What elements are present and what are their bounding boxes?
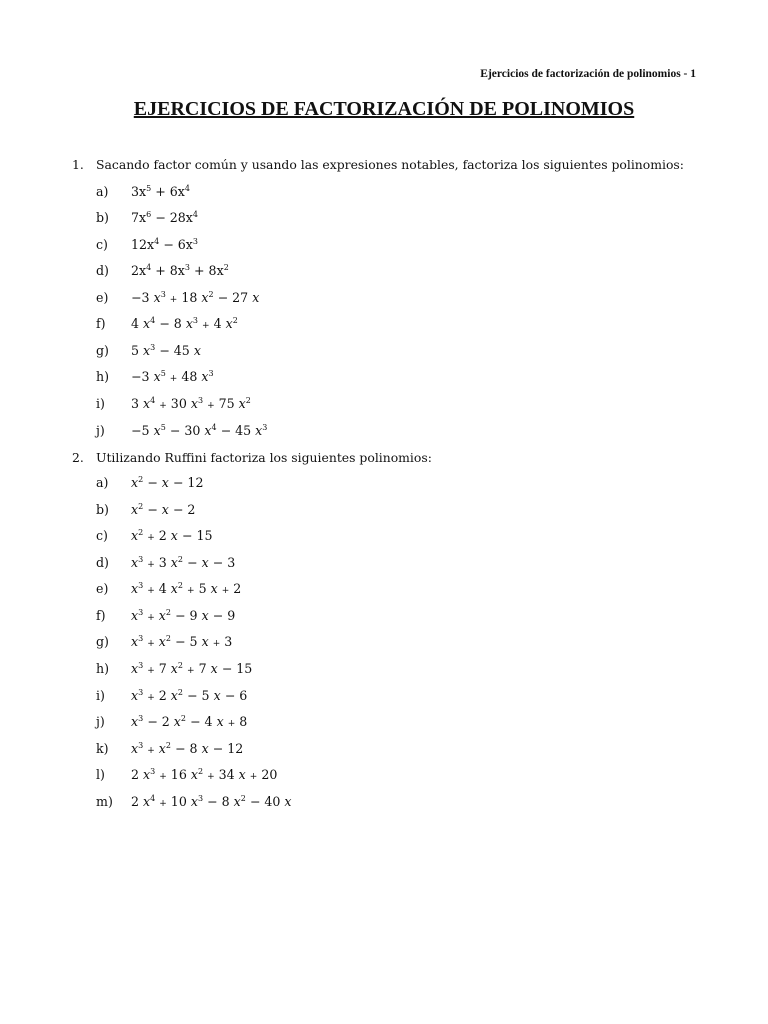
exercise-label: a) bbox=[96, 184, 109, 199]
polynomial: 2 $x^4 + 10$ $x^3 - 8$ $x^2 - 40$ x bbox=[131, 793, 292, 809]
exercise-label: i) bbox=[96, 688, 105, 703]
exercise-label: i) bbox=[96, 396, 105, 411]
polynomial: $2x^4 + 8x^3 + 8x^2$ bbox=[131, 262, 229, 278]
polynomial: −5 $x^5 - 30$ $x^4 - 45$ $x^3$ bbox=[131, 422, 268, 438]
polynomial: $x^3 + x^2 - 9$ x − 9 bbox=[131, 607, 236, 623]
polynomial: $x^3 + 2$ $x^2 - 5$ x − 6 bbox=[131, 687, 248, 703]
exercise-label: b) bbox=[96, 210, 109, 225]
exercise-label: m) bbox=[96, 794, 113, 809]
polynomial: 3 $x^4 + 30$ $x^3 + 75$ $x^2$ bbox=[131, 395, 251, 411]
polynomial: $x^3 + x^2 - 5$ x + 3 bbox=[131, 633, 233, 649]
exercise-label: c) bbox=[96, 528, 108, 543]
exercise-label: e) bbox=[96, 581, 109, 596]
exercise-label: g) bbox=[96, 343, 109, 358]
polynomial: $7x^6 - 28x^4$ bbox=[131, 209, 198, 225]
question-number: 2. bbox=[72, 450, 84, 465]
polynomial: −3 $x^3 + 18$ $x^2 - 27$ x bbox=[131, 289, 260, 305]
polynomial: $x^3 + 4$ $x^2 + 5$ x + 2 bbox=[131, 580, 242, 596]
question-text: Sacando factor común y usando las expresiones notables, factoriza los siguientes polinomios: bbox=[96, 157, 684, 172]
exercise-label: f) bbox=[96, 316, 106, 331]
running-header: Ejercicios de factorización de polinomios - 1 bbox=[480, 68, 696, 80]
exercise-label: d) bbox=[96, 263, 109, 278]
polynomial: $x^3 + 3$ $x^2 - x - 3$ bbox=[131, 554, 236, 570]
exercise-label: e) bbox=[96, 290, 109, 305]
exercise-label: k) bbox=[96, 741, 109, 756]
exercise-label: g) bbox=[96, 634, 109, 649]
polynomial: $x^2 - x - 12$ bbox=[131, 474, 204, 490]
exercise-label: c) bbox=[96, 237, 108, 252]
exercise-label: b) bbox=[96, 502, 109, 517]
polynomial: 5 $x^3 - 45$ x bbox=[131, 342, 201, 358]
question-number: 1. bbox=[72, 157, 84, 172]
polynomial: $x^3 + 7$ $x^2 + 7$ x − 15 bbox=[131, 660, 253, 676]
question-text: Utilizando Ruffini factoriza los siguientes polinomios: bbox=[96, 450, 432, 465]
polynomial: $x^3 - 2$ $x^2 - 4$ x + 8 bbox=[131, 713, 248, 729]
exercise-label: h) bbox=[96, 661, 110, 676]
polynomial: $x^3 + x^2 - 8$ x − 12 bbox=[131, 740, 244, 756]
polynomial: 2 $x^3 + 16$ $x^2 + 34$ x + 20 bbox=[131, 766, 278, 782]
exercise-label: j) bbox=[96, 423, 105, 438]
exercise-label: l) bbox=[96, 767, 105, 782]
exercise-label: f) bbox=[96, 608, 106, 623]
polynomial: $3x^5 + 6x^4$ bbox=[131, 183, 190, 199]
page-title: EJERCICIOS DE FACTORIZACIÓN DE POLINOMIOS bbox=[133, 98, 635, 120]
exercise-label: h) bbox=[96, 369, 110, 384]
polynomial: $12x^4 - 6x^3$ bbox=[131, 236, 199, 252]
polynomial: $x^2 - x - 2$ bbox=[131, 501, 196, 517]
exercise-label: d) bbox=[96, 555, 109, 570]
exercise-label: a) bbox=[96, 475, 109, 490]
polynomial: 4 $x^4 - 8$ $x^3 + 4$ $x^2$ bbox=[131, 315, 238, 331]
polynomial: −3 $x^5 + 48$ $x^3$ bbox=[131, 368, 214, 384]
exercise-label: j) bbox=[96, 714, 105, 729]
polynomial: $x^2 + 2$ x − 15 bbox=[131, 527, 213, 543]
